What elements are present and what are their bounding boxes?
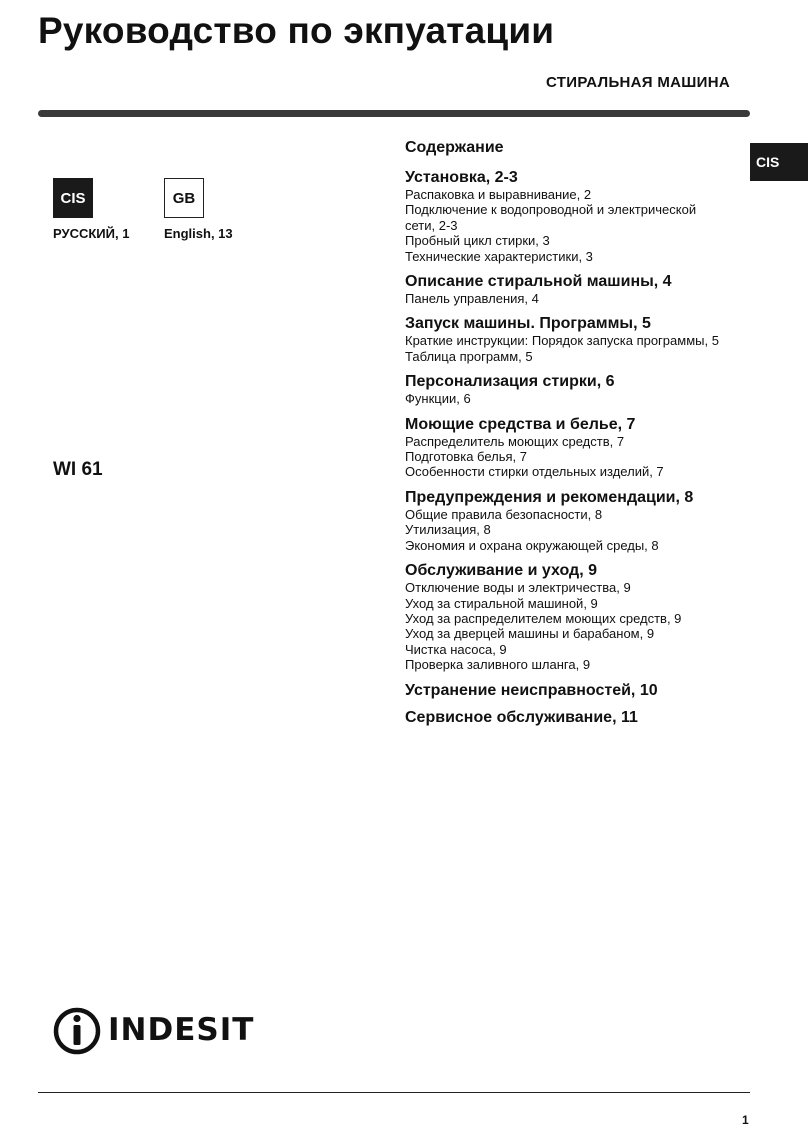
toc-section xyxy=(405,273,750,306)
toc-section-title[interactable]: Персонализация стирки, 6 xyxy=(405,373,615,391)
toc-item[interactable]: Отключение воды и электричества, 9 xyxy=(405,580,631,596)
toc-item[interactable]: Утилизация, 8 xyxy=(405,522,491,538)
toc-item[interactable]: Панель управления, 4 xyxy=(405,291,539,307)
toc-section-title[interactable]: Установка, 2-3 xyxy=(405,169,518,186)
language-code-gb[interactable]: GB xyxy=(164,178,204,218)
toc-section-title[interactable]: Предупреждения и рекомендации, 8 xyxy=(405,488,694,506)
toc-item[interactable]: Функции, 6 xyxy=(405,391,471,407)
toc-item[interactable]: Проверка заливного шланга, 9 xyxy=(405,657,591,673)
indesit-logo xyxy=(52,1004,254,1056)
toc-item[interactable]: Уход за стиральной машиной, 9 xyxy=(405,595,598,611)
toc-item[interactable]: Распределитель моющих средств, 7 xyxy=(405,433,625,449)
footer-divider xyxy=(38,1092,750,1093)
toc-heading: Содержание xyxy=(405,139,504,156)
toc-section xyxy=(405,709,750,727)
toc-item[interactable]: сети, 2-3 xyxy=(405,217,458,233)
toc-item[interactable]: Особенности стирки отдельных изделий, 7 xyxy=(405,464,664,480)
toc-item[interactable]: Экономия и охрана окружающей среды, 8 xyxy=(405,537,659,553)
toc-section xyxy=(405,682,750,700)
toc-item[interactable]: Уход за распределителем моющих средств, 9 xyxy=(405,610,682,626)
toc-section xyxy=(405,169,750,264)
toc-section xyxy=(405,416,750,480)
toc-section-title[interactable]: Моющие средства и белье, 7 xyxy=(405,415,636,433)
language-side-tab: CIS xyxy=(750,143,808,181)
toc-section-title[interactable]: Устранение неисправностей, 10 xyxy=(405,681,658,699)
toc-section xyxy=(405,489,750,553)
toc-section xyxy=(405,562,750,672)
toc-section-title[interactable]: Запуск машины. Программы, 5 xyxy=(405,315,651,333)
toc-item[interactable]: Технические характеристики, 3 xyxy=(405,248,593,264)
language-label-english[interactable]: English, 13 xyxy=(164,226,233,241)
language-label-russian[interactable]: РУССКИЙ, 1 xyxy=(53,226,130,241)
header-divider xyxy=(38,110,750,117)
toc-section xyxy=(405,315,750,364)
indesit-logo-icon xyxy=(52,1004,102,1056)
toc-item[interactable]: Общие правила безопасности, 8 xyxy=(405,506,603,522)
toc-item[interactable]: Чистка насоса, 9 xyxy=(405,641,507,657)
page-number: 1 xyxy=(742,1113,749,1127)
toc-item[interactable]: Подготовка белья, 7 xyxy=(405,449,527,465)
brand-name: INDESIT xyxy=(108,1012,255,1048)
model-name: WI 61 xyxy=(53,459,103,480)
language-code-cis[interactable]: CIS xyxy=(53,178,93,218)
toc-section-title[interactable]: Обслуживание и уход, 9 xyxy=(405,562,597,580)
toc-section-title[interactable]: Описание стиральной машины, 4 xyxy=(405,273,672,291)
table-of-contents xyxy=(405,138,750,736)
toc-item[interactable]: Распаковка и выравнивание, 2 xyxy=(405,187,592,202)
page-title: Руководство по экпуатации xyxy=(38,10,555,51)
toc-item[interactable]: Краткие инструкции: Порядок запуска программы, 5 xyxy=(405,333,719,349)
toc-item[interactable]: Пробный цикл стирки, 3 xyxy=(405,233,550,249)
toc-section-title[interactable]: Сервисное обслуживание, 11 xyxy=(405,708,638,726)
document-subtitle: СТИРАЛЬНАЯ МАШИНА xyxy=(546,74,730,91)
toc-item[interactable]: Подключение к водопроводной и электрической xyxy=(405,202,697,218)
toc-sections xyxy=(405,169,750,727)
toc-item[interactable]: Таблица программ, 5 xyxy=(405,348,533,364)
toc-section xyxy=(405,373,750,406)
toc-item[interactable]: Уход за дверцей машины и барабаном, 9 xyxy=(405,626,655,642)
